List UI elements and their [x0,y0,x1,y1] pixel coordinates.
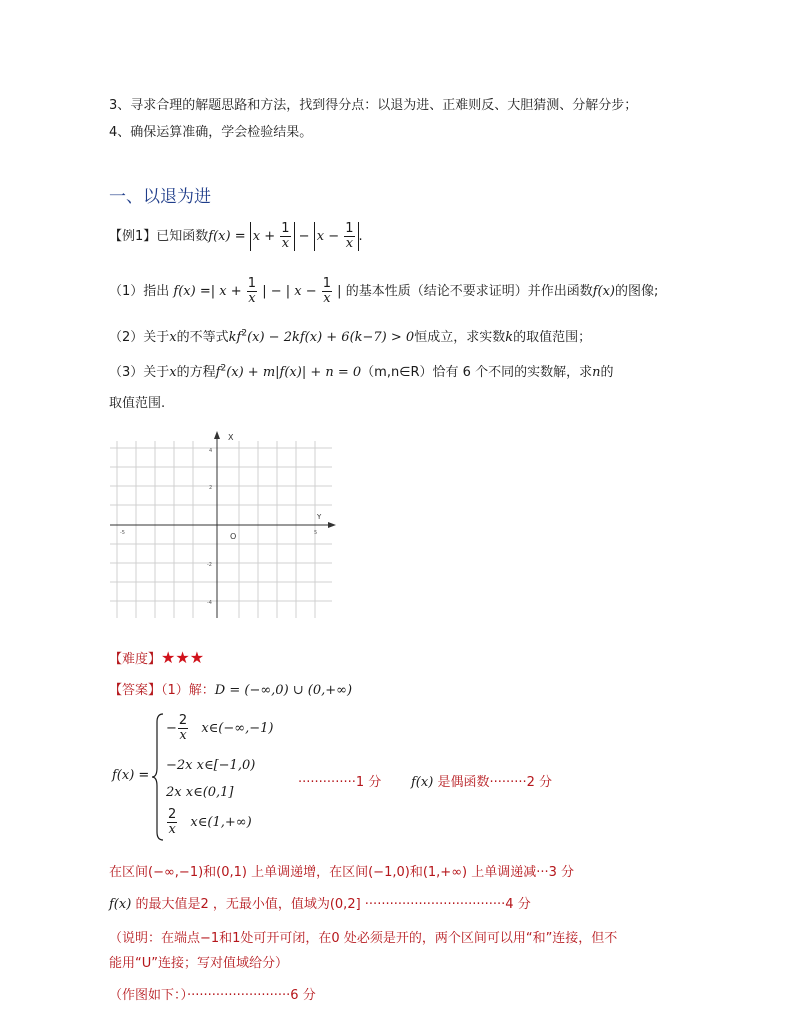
question-2: （2）关于x的不等式$kf^2(x) - 2kf(x) + 6(k-7) > 0$恒成立，求实数k的取值范围； [109,328,592,345]
difficulty: 【难度】★★★ [109,648,205,667]
example-label: 【例1】已知函数 [109,229,209,244]
question-3-line-2: 取值范围. [109,396,166,411]
score-1: ··············1 分 [298,775,382,790]
monotonicity-line: 在区间(−∞,−1)和(0,1) 上单调递增，在区间(−1,0)和(1,+∞) 上单调递减···3 分 [109,865,575,880]
piece-2: −2x x∈[−1,0) [166,758,256,773]
piecewise-lhs: f(x) = [112,768,150,783]
question-1: （1）指出 f(x) =| x + $\frac{1}{x}$ | − | x − $\frac{1}{x}$ | 的基本性质（结论不要求证明）并作出函数f(x)的图像; [109,276,659,306]
question-3: （3）关于x的方程$f^2(x) + m|f(x)| + n$ = 0（m,n∈R）恰有 6 个不同的实数解，求n的 [109,363,614,380]
example-statement: 【例1】已知函数f(x) = x + $\frac{1}{x}$ − x − $\frac{1}{x}$ . [109,221,363,251]
abs-term-2: x − $\frac{1}{x}$ [314,222,359,251]
abs-term-1: x + $\frac{1}{x}$ [250,222,295,251]
vertical-axis-arrow [214,431,220,439]
piece-4: $\frac{2}{x}$ x∈(1,+∞) [168,807,252,837]
tick-label-neg5: -5 [120,530,125,536]
tick-label-4: 4 [209,448,213,454]
piece-1: − $\frac{2}{x}$ x∈(−∞,−1) [166,713,274,743]
section-title: 一、以退为进 [109,187,211,207]
even-function-line: f(x) 是偶函数·········2 分 [411,775,553,790]
domain-expression: D = (−∞,0) ∪ (0,+∞) [214,683,353,698]
max-value-line: f(x) 的最大值是2 ，无最小值，值域为(0,2] ··································4 分 [109,897,531,912]
fx-symbol: f(x) [208,229,231,244]
tick-label-2: 2 [209,485,213,491]
tick-label-5: 5 [314,530,318,536]
note-line-1: （说明：在端点−1和1处可开可闭，在0 处必须是开的，两个区间可以用“和”连接，但不 [109,931,618,946]
difficulty-stars: ★★★ [161,648,205,667]
draw-line: （作图如下：）·························6 分 [109,988,316,1003]
horizontal-axis-letter: Y [317,513,322,521]
intro-line-4: 4、确保运算准确，学会检验结果。 [109,125,313,140]
piece-3: 2x x∈(0,1] [166,785,234,800]
intro-line-3: 3、寻求合理的解题思路和方法，找到得分点：以退为进、正难则反、大胆猜测、分解分步； [109,98,638,113]
vertical-axis-letter: X [228,433,234,442]
tick-label-neg2: -2 [207,562,212,568]
origin-label: O [230,532,237,541]
answer-line: 【答案】（1）解：D = (−∞,0) ∪ (0,+∞) [109,683,353,698]
horizontal-axis-arrow [328,522,336,528]
coordinate-grid [110,428,338,620]
tick-label-neg4: -4 [207,600,212,606]
answer-label: 【答案】 [109,683,162,698]
note-line-2: 能用“U”连接；写对值域给分） [109,956,288,971]
piecewise-brace [151,712,165,842]
